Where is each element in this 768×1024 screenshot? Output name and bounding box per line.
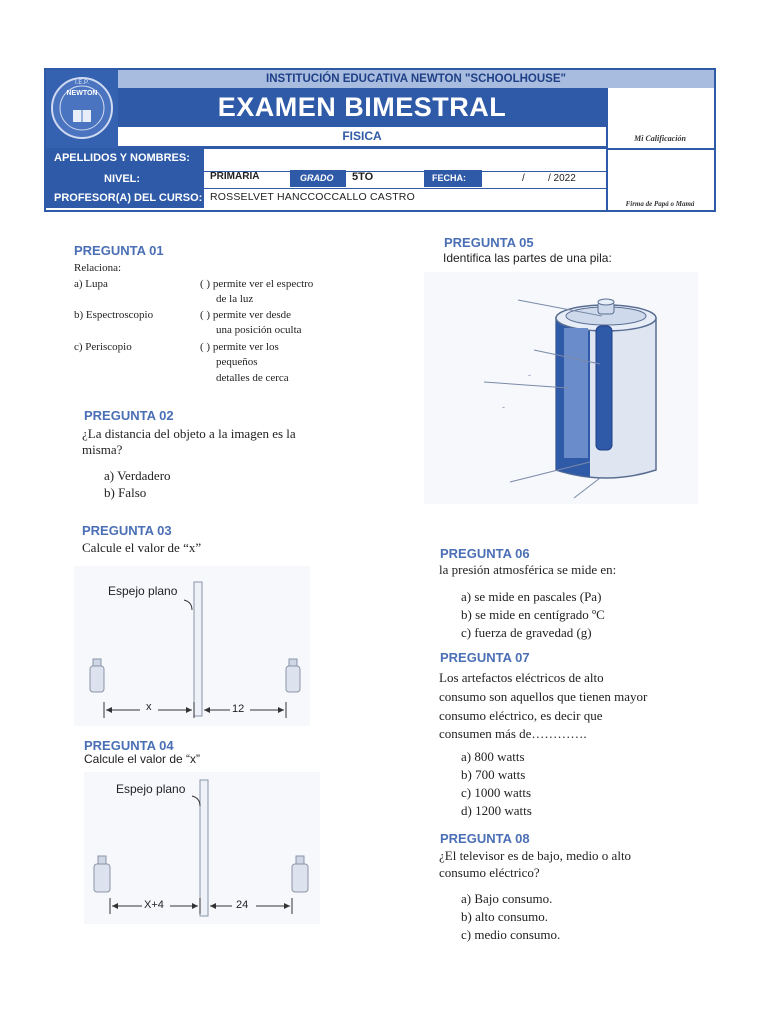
q8-option-a: a) Bajo consumo. [461,891,553,906]
q5-battery-diagram [424,272,698,504]
grade-box-divider [606,148,714,150]
school-logo [46,70,118,148]
q3-question: Calcule el valor de “x” [82,540,202,555]
q3-image-bottle-icon [286,659,300,692]
q4-mirror-label: Espejo plano [116,782,186,796]
fecha-sep-1: / [522,173,525,184]
q8-option-b: b) alto consumo. [461,909,549,924]
firma-label: Firma de Papá o Mamá [625,200,695,208]
q4-right-dim: 24 [236,899,249,911]
subject-title: FISICA [342,129,382,143]
q5-question: Identifica las partes de una pila: [443,251,612,265]
q7-title: PREGUNTA 07 [440,650,530,665]
q2-question-1: ¿La distancia del objeto a la imagen es la [82,426,296,441]
q7-option-a: a) 800 watts [461,749,525,764]
institution-bar [118,70,714,88]
q4-left-dim: X+4 [144,899,164,911]
q1-right-3c: detalles de cerca [216,372,289,384]
q7-question-3: consumo eléctrico, es decir que [439,708,603,723]
q1-right-2a: ( ) permite ver desde [200,309,292,321]
battery-cutaway-icon [424,272,698,504]
grado-value: 5TO [352,171,374,183]
q3-right-dim: 12 [232,703,245,715]
q7-question-4: consumen más de…………. [439,726,587,741]
q2-title: PREGUNTA 02 [84,408,174,423]
apellidos-label: APELLIDOS Y NOMBRES: [46,148,204,170]
q3-object-bottle-icon [90,659,104,692]
q7-question-1: Los artefactos eléctricos de alto [439,670,604,685]
q6-title: PREGUNTA 06 [440,546,530,561]
logo-text-main: NEWTON [66,90,98,97]
q2-option-b: b) Falso [104,485,147,500]
fecha-label: FECHA: [424,170,482,187]
q1-right-1a: ( ) permite ver el espectro [200,278,314,290]
q1-left-c: c) Periscopio [74,341,132,353]
q8-title: PREGUNTA 08 [440,831,530,846]
q2-option-a: a) Verdadero [104,468,171,483]
q8-question-2: consumo eléctrico? [439,865,540,880]
q4-object-bottle-icon [94,856,110,892]
q3-title: PREGUNTA 03 [82,523,172,538]
q4-mirror-diagram [84,772,320,924]
q7-option-c: c) 1000 watts [461,785,532,800]
q6-option-b: b) se mide en centígrado ºC [461,607,605,622]
q1-right-2b: una posición oculta [216,324,302,336]
q2-question-2: misma? [82,442,123,457]
q1-left-a: a) Lupa [74,278,108,290]
title-bar [118,88,606,126]
q1-left-b: b) Espectroscopio [74,309,154,321]
exam-title: EXAMEN BIMESTRAL [217,92,507,122]
q1-right-1b: de la luz [216,293,254,305]
q6-question: la presión atmosférica se mide en: [439,562,617,577]
q7-option-b: b) 700 watts [461,767,526,782]
apellidos-field[interactable] [204,148,606,172]
grado-label: GRADO [290,170,346,187]
nivel-value: PRIMARIA [210,171,260,182]
q1-title: PREGUNTA 01 [74,243,164,258]
q4-title: PREGUNTA 04 [84,738,174,753]
q4-image-bottle-icon [292,856,308,892]
q7-option-d: d) 1200 watts [461,803,532,818]
q3-mirror-label: Espejo plano [108,584,178,598]
nivel-label: NIVEL: [46,170,204,188]
q5-blank-mark-2: - [502,402,505,412]
q3-left-dim: x [146,701,152,713]
q8-option-c: c) medio consumo. [461,927,561,942]
calificacion-label: Mi Calificación [634,134,686,143]
fecha-year: / 2022 [548,173,576,184]
subject-bar [118,126,606,148]
q5-title: PREGUNTA 05 [444,235,534,250]
logo-text-top: I.E.P. [75,80,89,86]
nivel-row [204,170,606,189]
q1-instruction: Relaciona: [74,262,122,274]
q6-option-c: c) fuerza de gravedad (g) [461,625,592,640]
profesor-label: PROFESOR(A) DEL CURSO: [46,188,204,208]
profesor-value: ROSSELVET HANCCOCCALLO CASTRO [210,191,415,203]
q8-question-1: ¿El televisor es de bajo, medio o alto [439,848,632,863]
q7-question-2: consumo son aquellos que tienen mayor [439,689,648,704]
q3-mirror-diagram [74,566,310,726]
q4-question: Calcule el valor de “x” [84,752,201,766]
q6-option-a: a) se mide en pascales (Pa) [461,589,602,604]
q1-right-3a: ( ) permite ver los [200,341,279,353]
q1-right-3b: pequeños [216,356,258,368]
q5-blank-mark-1: - [528,370,531,380]
institution-name: INSTITUCIÓN EDUCATIVA NEWTON "SCHOOLHOUSE" [266,73,566,85]
